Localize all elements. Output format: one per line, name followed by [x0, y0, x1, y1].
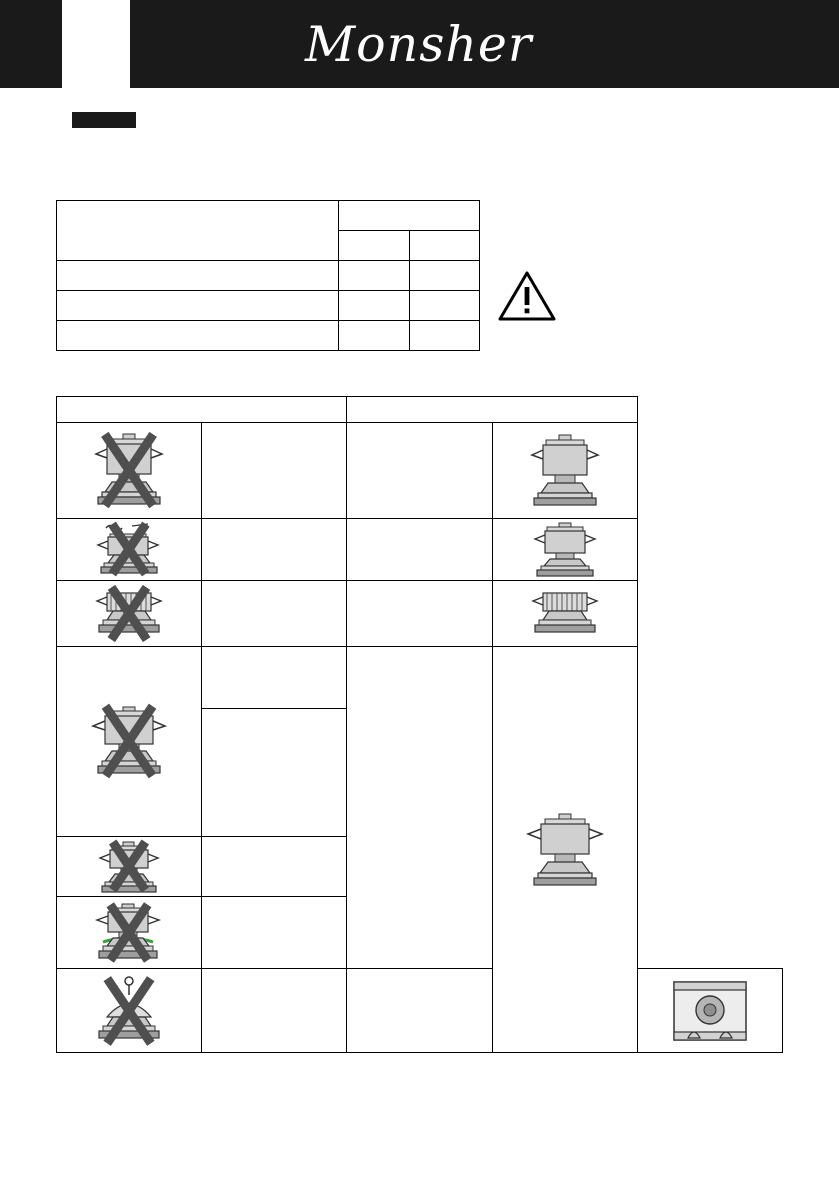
rule-allowed-text [347, 423, 492, 519]
pot-overflow-crossed-icon [57, 519, 202, 581]
table-row [57, 261, 480, 291]
table-row [57, 581, 783, 647]
rule-allowed-text [347, 647, 492, 969]
specs-row-value-a [339, 321, 410, 351]
pot-on-burner-icon [492, 423, 637, 519]
specs-row-value-a [339, 261, 410, 291]
rule-allowed-text [347, 969, 492, 1053]
warning-triangle-icon [497, 270, 557, 322]
table-row [57, 201, 480, 231]
hob-front-view-icon [637, 969, 782, 1053]
rules-header-left [57, 397, 347, 423]
burner-cover-crossed-icon [57, 969, 202, 1053]
table-row [57, 291, 480, 321]
specs-row-value-b [409, 321, 480, 351]
table-row [57, 321, 480, 351]
specs-group-header [339, 201, 480, 231]
grill-rack-crossed-icon [57, 581, 202, 647]
rule-allowed-text [347, 519, 492, 581]
rule-forbidden-text [202, 647, 347, 709]
pot-on-burner-icon [492, 519, 637, 581]
rule-forbidden-text [202, 837, 347, 897]
rule-forbidden-text [202, 519, 347, 581]
specs-corner-cell [57, 201, 339, 261]
specs-row-value-a [339, 291, 410, 321]
specs-subheader-right [409, 231, 480, 261]
specs-table [56, 200, 480, 351]
pot-flame-spread-crossed-icon [57, 897, 202, 969]
pot-large-crossed-icon [57, 647, 202, 837]
rule-forbidden-text [202, 969, 347, 1053]
specs-row-value-b [409, 291, 480, 321]
specs-row-label [57, 291, 339, 321]
brand-logo: Monsher [305, 15, 533, 73]
page-header [0, 0, 839, 88]
rule-forbidden-text [202, 423, 347, 519]
table-row [57, 397, 783, 423]
specs-row-value-b [409, 261, 480, 291]
table-row [57, 423, 783, 519]
specs-row-label [57, 321, 339, 351]
pot-small-crossed-icon [57, 837, 202, 897]
table-row [57, 647, 783, 709]
table-row [57, 519, 783, 581]
header-left-block [0, 0, 62, 88]
rule-forbidden-text [202, 897, 347, 969]
specs-subheader-left [339, 231, 410, 261]
rule-forbidden-text [202, 581, 347, 647]
pot-on-burner-large-icon [492, 647, 637, 1053]
header-main-block [130, 0, 839, 88]
table-row [57, 969, 783, 1053]
rule-allowed-text [347, 581, 492, 647]
specs-row-label [57, 261, 339, 291]
page-tag [72, 112, 136, 128]
grill-rack-icon [492, 581, 637, 647]
pot-on-burner-crossed-icon [57, 423, 202, 519]
rule-forbidden-text-secondary [202, 709, 347, 837]
rules-table [56, 396, 783, 1053]
rules-header-right [347, 397, 637, 423]
